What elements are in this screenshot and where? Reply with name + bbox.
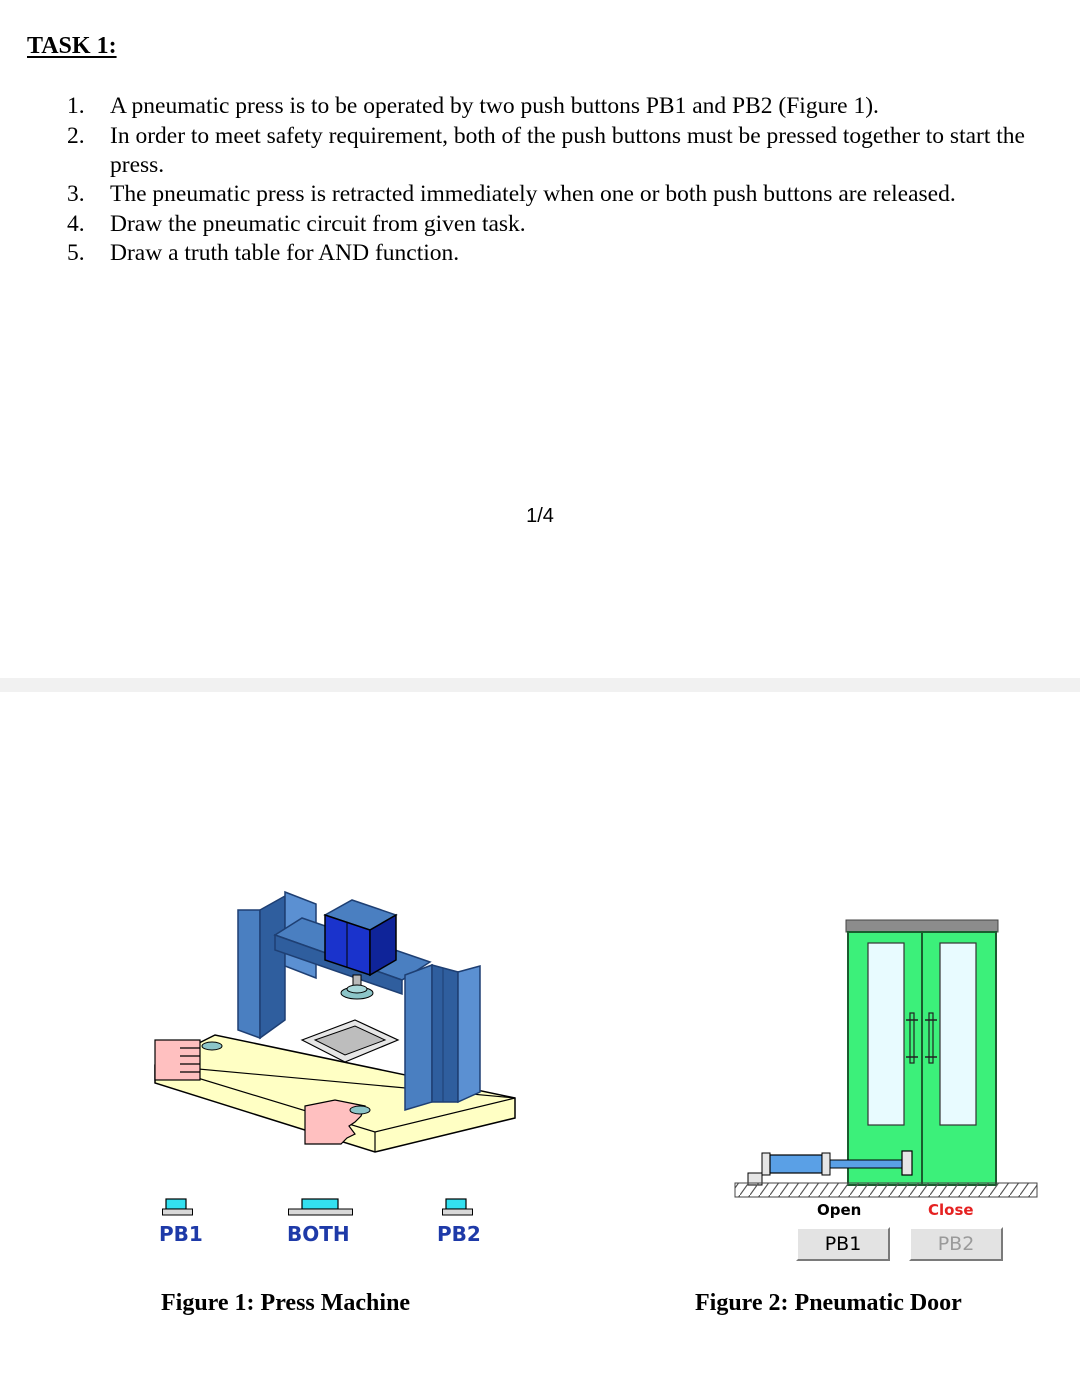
left-hand-icon: [155, 1040, 200, 1080]
page-divider: [0, 678, 1080, 692]
left-column: [238, 910, 260, 1038]
both-button-icon[interactable]: [288, 1198, 354, 1218]
pneumatic-door-illustration: [730, 915, 1042, 1205]
right-column: [405, 965, 432, 1110]
item-number: 2.: [67, 123, 85, 149]
open-label: Open: [817, 1201, 862, 1219]
press-machine-illustration: [140, 880, 540, 1180]
item-number: 3.: [67, 181, 85, 207]
both-label: BOTH: [287, 1222, 350, 1246]
item-number: 4.: [67, 211, 85, 237]
item-text: Draw a truth table for AND function.: [110, 240, 460, 266]
task-title: TASK 1:: [27, 33, 117, 59]
item-number: 5.: [67, 240, 85, 266]
door-frame-top: [846, 920, 998, 932]
item-number: 1.: [67, 93, 85, 119]
floor: [735, 1183, 1037, 1197]
right-door-window: [940, 943, 976, 1125]
piston-rod: [830, 1160, 902, 1168]
pb1-button[interactable]: PB1: [796, 1227, 890, 1261]
item-text: The pneumatic press is retracted immediately when one or both push buttons are released.: [110, 181, 956, 207]
pneumatic-cylinder: [770, 1155, 822, 1173]
pb1-label: PB1: [159, 1222, 203, 1246]
figure1-caption: Figure 1: Press Machine: [161, 1290, 411, 1316]
item-text: Draw the pneumatic circuit from given task.: [110, 211, 526, 237]
item-text: In order to meet safety requirement, both of the push buttons must be pressed together to start the press.: [110, 123, 1025, 178]
close-label: Close: [928, 1201, 974, 1219]
left-door-window: [868, 943, 904, 1125]
pb2-button-icon[interactable]: [442, 1198, 474, 1218]
page-number: 1/4: [526, 505, 554, 527]
figure2-caption: Figure 2: Pneumatic Door: [695, 1290, 962, 1316]
item-text: A pneumatic press is to be operated by two push buttons PB1 and PB2 (Figure 1).: [110, 93, 879, 119]
pb2-label: PB2: [437, 1222, 481, 1246]
pb2-button[interactable]: PB2: [909, 1227, 1003, 1261]
pb1-button-icon[interactable]: [162, 1198, 194, 1218]
